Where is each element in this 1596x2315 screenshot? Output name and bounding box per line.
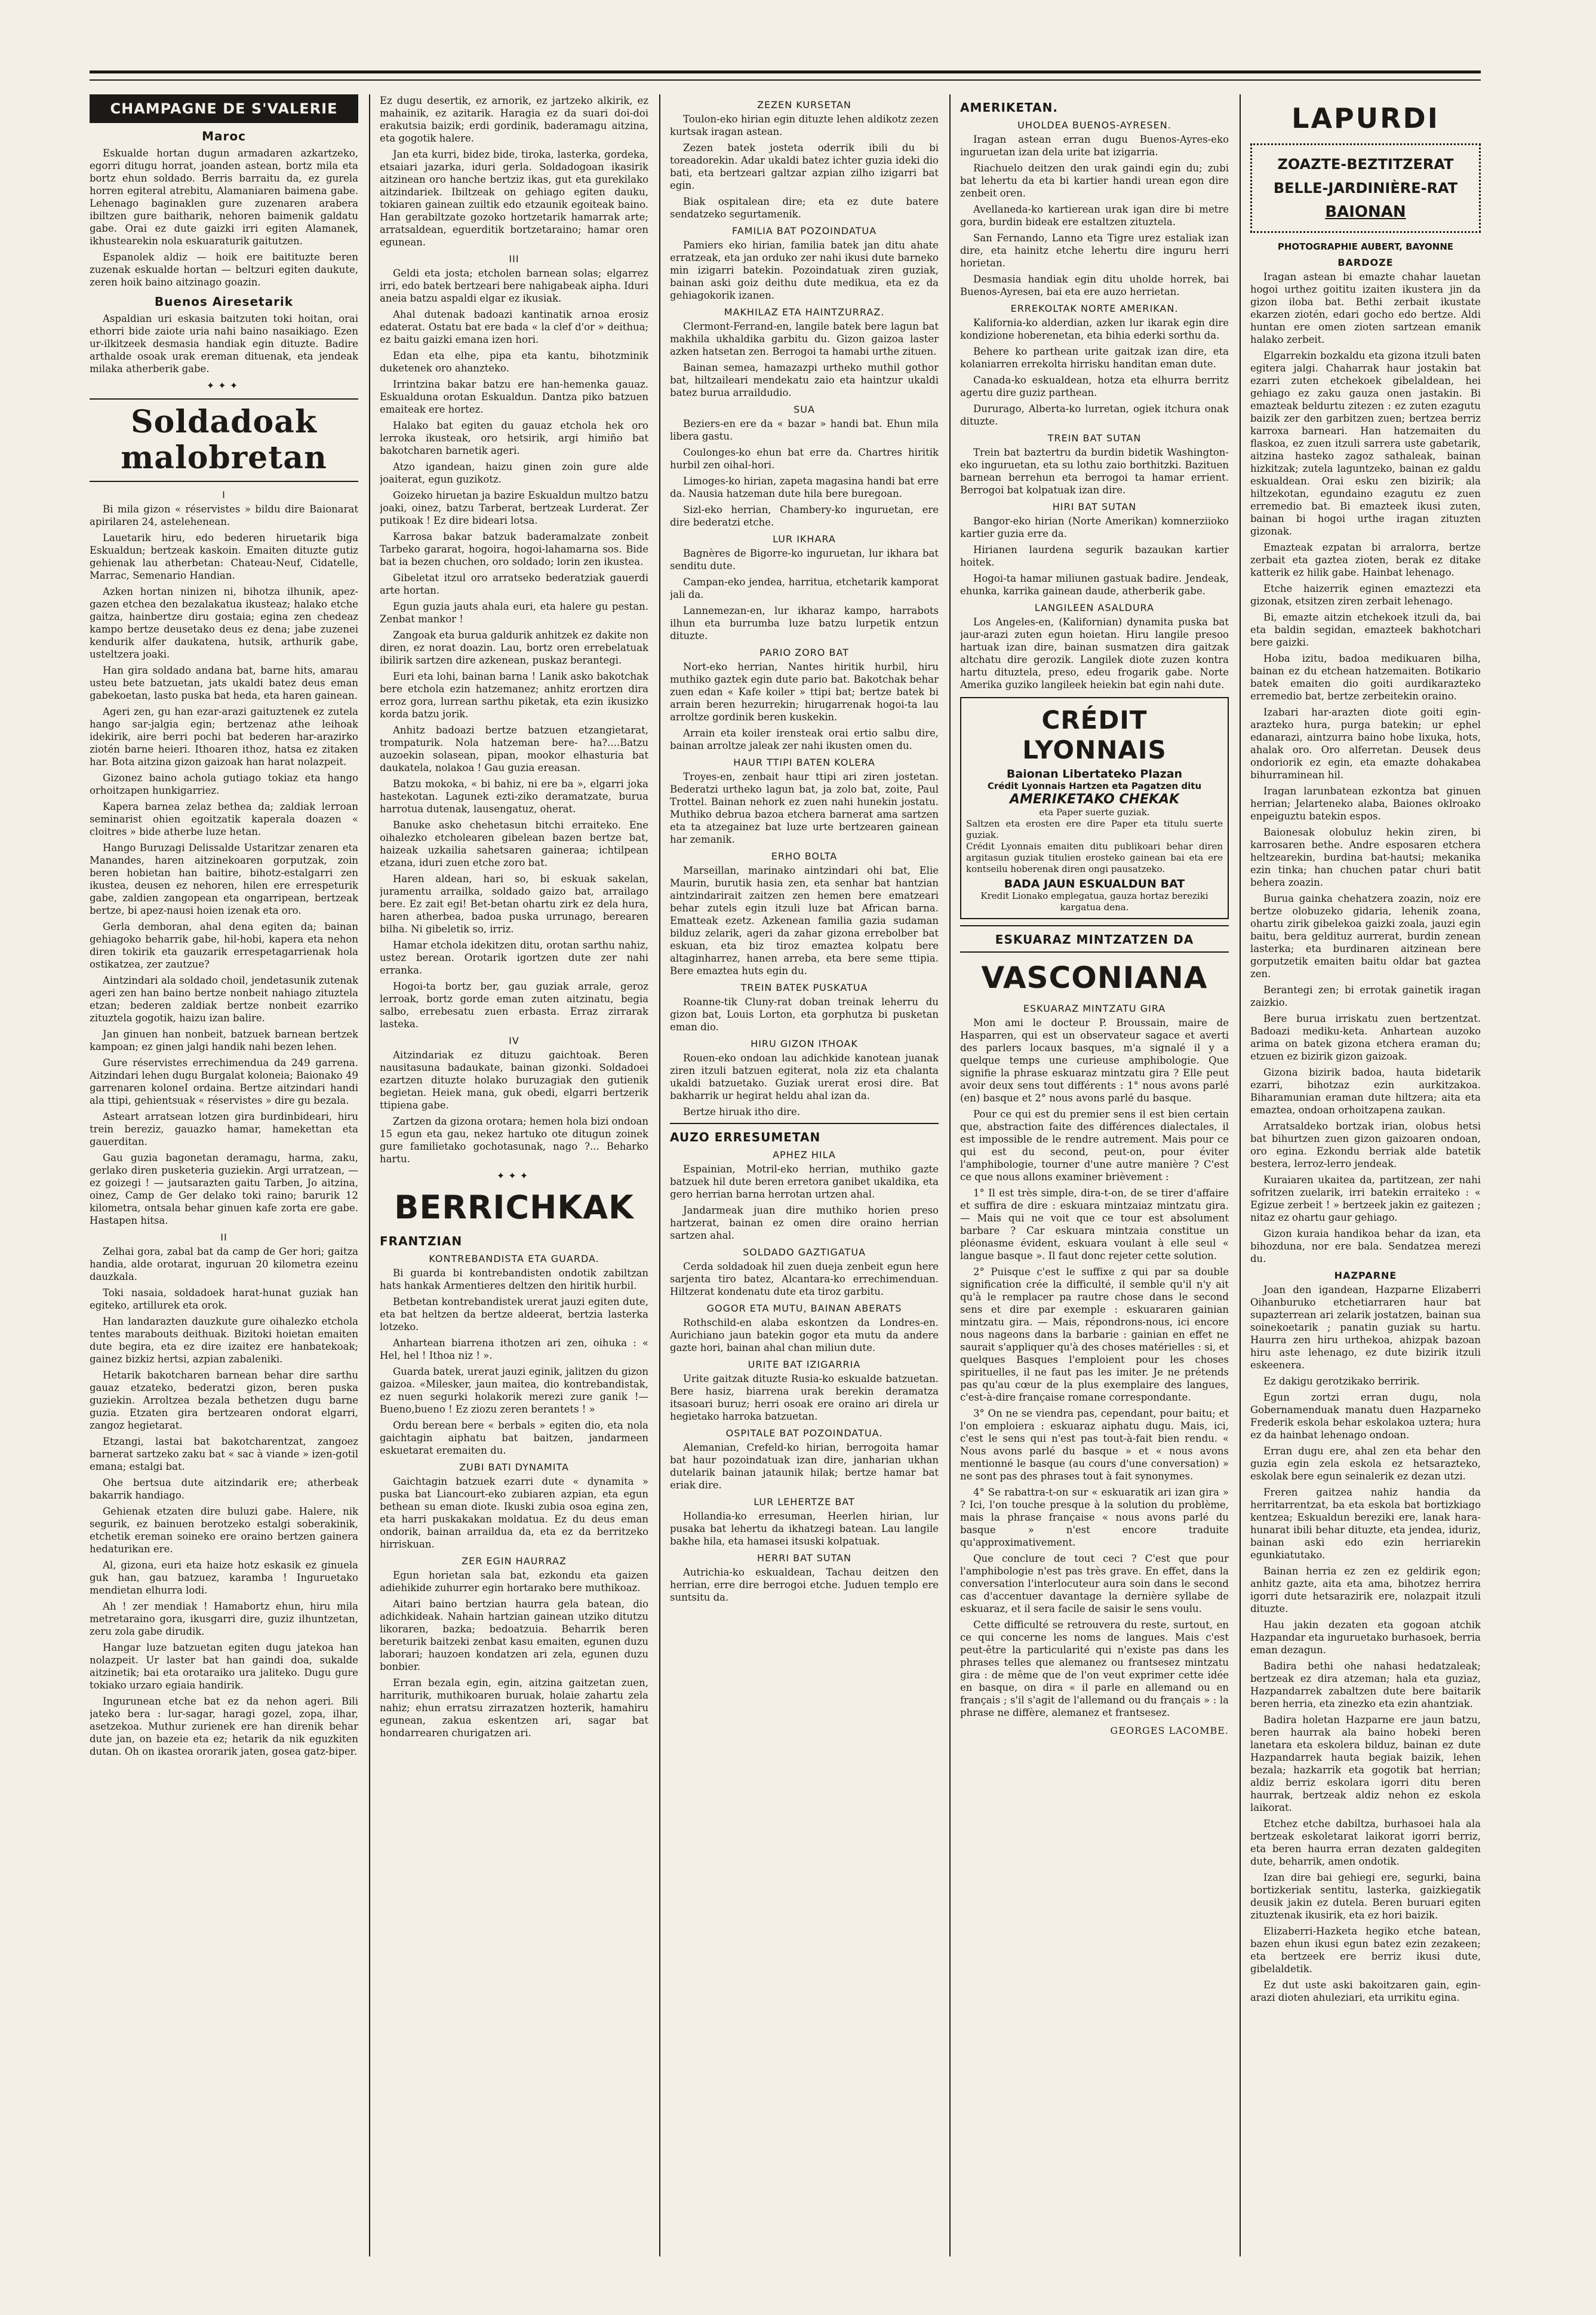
column-divider <box>659 94 660 2256</box>
paragraph: San Fernando, Lanno eta Tigre urez estaliak izan dire, eta hainitz etche lehertu dire inguru herri horietan. <box>960 232 1229 269</box>
belle-jardiniere-ad <box>1250 143 1481 233</box>
subheading: ERHO BOLTA <box>771 851 838 862</box>
paragraph: Gizona bizirik badoa, hauta bidetarik ezarri, bihotzaz ezin aurkitzakoa. Biharamunian eraman dute hiltzera; aita eta emaztea, ondoan orhoitzapena zaukan. <box>1250 1067 1481 1116</box>
subheading: ZUBI BATI DYNAMITA <box>459 1462 569 1473</box>
paragraph: Clermont-Ferrand-en, langile batek bere lagun bat makhila ukhaldika garbitu du. Gizon gaizoa laster azken hatsetan zen. Berrogoi ta hamabi urthe zituen. <box>670 321 939 357</box>
paragraph: Ingurunean etche bat ez da nehon ageri. Bili jateko bera : lur-sagar, haragi gozel, zopa, ilhar, asetzekoa. Muthur zurienek ere han direnik behar dute jan, on bazeie eta ez; hetarik da nik eguzkiten dutan. Oh on ikastea ororarik jaten, gosea gatz-biper. <box>90 1696 358 1757</box>
subheading: TREIN BAT SUTAN <box>1047 432 1142 444</box>
paragraph: Beziers-en ere da « bazar » handi bat. Ehun mila libera gastu. <box>670 418 939 442</box>
paragraph: Azken hortan ninizen ni, bihotza ilhunik, apez-gazen etchea den bezalakatua ikusteaz; halako etche gaitza, hainbertze diru gostaia; egina zen chedeaz kampo bertze deusetako deus ez dena; jabe zuzenei kendurik alfer daukatena, hutsik, arthurik gabe, usteltzera joaki. <box>90 586 358 660</box>
paragraph: Bagnères de Bigorre-ko inguruetan, lur ikhara bat senditu dute. <box>670 548 939 572</box>
subheading: ZER EGIN HAURRAZ <box>462 1555 567 1567</box>
subheading: HIRU GIZON ITHOAK <box>751 1038 858 1049</box>
divider-rule <box>960 951 1229 953</box>
paragraph: Gizonez baino achola gutiago tokiaz eta hango orhoitzapen hunkigarriez. <box>90 772 358 796</box>
paragraph: Kalifornia-ko alderdian, azken lur ikarak egin dire kondizione hoberenetan, eta bihia ederki sorthu da. <box>960 317 1229 341</box>
paragraph: Batzu mokoka, « bi bahiz, ni ere ba », elgarri joka hastekotan. Lagunek ezti-ziko deramatzate, burua harrotua dutenak, lausengatuz, oherat. <box>380 778 648 815</box>
paragraph: Gibeletat itzul oro arratseko bederatziak gauerdi arte hortan. <box>380 572 648 596</box>
paragraph: Burua gainka chehatzera zoazin, noiz ere bertze olobuzeko gidaria, lehenik zoana, ohartu zirik gibelekoa gaizki zoala, jauzi egin baitu, bera geldituz aurrerat, burdin zenean lasterka; eta burdinaren aitzinean bere gorputzetik emaiten baitu oldar bat gaztea zen. <box>1250 893 1481 980</box>
subheading: UHOLDEA BUENOS-AYRESEN. <box>1017 119 1171 131</box>
paragraph: Gure réservistes errechimendua da 249 garrena. Aitzindari lehen dugu Burgalat koloneia; Baionako 49 garrenaren koloneI ordaina. Bertze aitzindari handi ala ttipi, gehientsuak « réservistes » dire gu bezala. <box>90 1057 358 1106</box>
divider-rule <box>670 1123 939 1124</box>
paragraph: Avellaneda-ko kartierean urak igan dire bi metre gora, burdin bideak ere estaltzen zituztela. <box>960 204 1229 228</box>
ad-line: Saltzen eta erosten ere dire Paper eta titulu suerte guziak. <box>966 818 1223 840</box>
paragraph: Elizaberri-Hazketa hegiko etche batean, bazen ehun ikusi egun batez ezin zezakeen; eta bertzeek ere berriz ikusi dute, gibelaldetik. <box>1250 1926 1481 1975</box>
paragraph: Etzangi, lastai bat bakotcharentzat, zangoez barnerat sartzeko zaku bat « sac à viande » izen-gotil emana; estalgi bat. <box>90 1436 358 1472</box>
divider-rule <box>960 925 1229 926</box>
paragraph: Ez dugu desertik, ez arnorik, ez jartzeko alkirik, ez mahainik, ez azitarik. Haragia ez da suari doi-doi erakutsia baizik; erdi gordinik, baderamagu aitzina, eta gogotik halere. <box>380 95 648 144</box>
paragraph: Ohe bertsua dute aitzindarik ere; atherbeak bakarrik handiago. <box>90 1477 358 1501</box>
paragraph: Bi mila gizon « réservistes » bildu dire Baionarat apirilaren 24, astelehenean. <box>90 503 358 527</box>
subheading: HIRI BAT SUTAN <box>1052 501 1137 512</box>
section-heading-eskuaraz: ESKUARAZ MINTZATZEN DA <box>995 932 1194 947</box>
paragraph: Halako bat egiten du gauaz etchola hek oro lerroka ikusteak, oro hetsirik, argi himiño bat bakotcharen barnetik ageri. <box>380 420 648 456</box>
paragraph: 3° On ne se viendra pas, cependant, pour baitu; et l'on emploiera : eskuaraz aiphatu dugu. Mais, ici, c'est le sens qui n'est pas tout-à-fait bien rendu. « Nous avons parlé du basque » et « nous avons mentionné le basque (au cours d'une conversation) » ne sont pas des phrases tout à fait synonymes. <box>960 1408 1229 1482</box>
paragraph: Kapera barnea zelaz bethea da; zaldiak lerroan seminarist ohien egoitzatik kaperala doazen « cloitres » bide atherbe luze hetan. <box>90 801 358 837</box>
ad-title: CRÉDIT LYONNAIS <box>1022 705 1167 764</box>
paragraph: Hoba izitu, badoa medikuaren bilha, bainan ez du etchean hatzemaiten. Botikario batek emaiten dio goiti aurdikarazteko erremedio bat, bertze zerbeitekin oraino. <box>1250 653 1481 702</box>
paragraph: Dururago, Alberta-ko lurretan, ogiek itchura onak dituzte. <box>960 403 1229 427</box>
paragraph: Lauetarik hiru, edo bederen hiruetarik biga Eskualdun; bertzeak kaskoin. Emaiten dituzte gutiz gehienak lau atherbetan: Chateau-Neuf, Cidatelle, Marrac, Semenario Handian. <box>90 532 358 581</box>
paragraph: Han landarazten dauzkute gure oihalezko etchola tentes marabouts deithuak. Bizitoki hoietan emaiten dute begira, eta ez dire izaitez ere hanbatekoak; gainez bizkiz hertsi, azpian zabaleniki. <box>90 1316 358 1365</box>
paragraph: Sizl-eko herrian, Chambery-ko inguruetan, ere dire bederatzi etche. <box>670 504 939 528</box>
paragraph: Mon ami le docteur P. Broussain, maire de Hasparren, qui est un observateur sagace et averti des parlers locaux basques, m'a signalé il y a quelque temps une curieuse amphibologie. Que signifie la phrase eskuaraz mintzatu gira ? Elle peut avoir deux sens tout différents : 1° nous avons parlé (en) basque et 2° nous avons parlé du basque. <box>960 1017 1229 1104</box>
paragraph: Jan eta kurri, bidez bide, tiroka, lasterka, gordeka, etsaiari jazarka, iduri gerla. Soldadogoan ikasirik aitzinean oro hanche bertziz ikas, gut eta gurekilako aitzindariek. Ibiltzeak on gehiago egiten dauku, tokiaren gainean zuiltik edo etzaunik egoiteak baino. Han gerabiltzate gozoko hortzetarik hamarrak arte; arratsaldean, eguerditik bortzetaraino; hamar oren egunean. <box>380 149 648 248</box>
paragraph: Urite gaitzak dituzte Rusia-ko eskualde batzuetan. Bere hasiz, biarrena urak berekin deramatza itsasoari buruz; herri osoak ere oraino ari direla ur hegietako harroka batzuetan. <box>670 1373 939 1422</box>
subheading: ERREKOLTAK NORTE AMERIKAN. <box>1010 303 1179 314</box>
paragraph: Han gira soldado andana bat, barne hits, amarau usteu bete batzuetan, jats ukaldi batez deus eman gabekoetan, lasto puska bat heda, eta haren gainean. <box>90 665 358 701</box>
paragraph: Baionesak olobuluz hekin ziren, bi karrosaren bethe. Andre esposaren etchera heltzearekin, burdina bat-hautsi; mekanika ezin tinka; han chuchen patar churi batit behera zoazin. <box>1250 827 1481 888</box>
paragraph: Aitzindariak ez dituzu gaichtoak. Beren nausitasuna badaukate, bainan gizonki. Soldadoei ezartzen dituzte holako buruzagiak den gutienik begietan. Heiek mana, guk obedi, elgarri bertzerik ttipiena gabe. <box>380 1049 648 1111</box>
paragraph: Emazteak ezpatan bi arralorra, bertze zerbait eta gaztea zioten, berak ez ditake katterik ez hilik gabe. Hainbat lehenago. <box>1250 542 1481 578</box>
paragraph: Gaichtagin batzuek ezarri dute « dynamita » puska bat Liancourt-eko zubiaren azpian, eta egun bethean su eman diote. Ikuski zubia osoa egina zen, eta harri puskakakan moldatua. Ez du deus eman ondorik, bainan arraildua da, eta ez da berritzeko hirriskuan. <box>380 1476 648 1550</box>
paragraph: Gizon kuraia handikoa behar da izan, eta bihozduna, nor ere bala. Sendatzea merezi du. <box>1250 1228 1481 1264</box>
paragraph: Toulon-eko hirian egin dituzte lehen aldikotz zezen kurtsak iragan astean. <box>670 113 939 137</box>
paragraph: Arratsaldeko bortzak irian, olobus hetsi bat bihurtzen zuen gizon gaizoaren ondoan, oro egina. Ezkondu berriak alde batetik bestera, lerroz-lerro jendeak. <box>1250 1120 1481 1169</box>
paragraph: 4° Se rabattra-t-on sur « eskuaratik ari izan gira » ? Ici, l'on touche presque à la solution du problème, mais la phrase française « nous avons parlé du basque » n'est encore traduite qu'approximativement. <box>960 1487 1229 1548</box>
paragraph: Iragan larunbatean ezkontza bat ginuen herrian; Jelarteneko alaba, Baiones oklroako enpeiguztu batekin espos. <box>1250 785 1481 822</box>
paragraph: Desmasia handiak egin ditu uholde horrek, bai Buenos-Ayresen, bai eta ere auzo herrietan. <box>960 274 1229 297</box>
ad-line: Baionan Libertateko Plazan <box>1006 767 1183 781</box>
subheading: BARDOZE <box>1337 257 1394 268</box>
paragraph: Kuraiaren ukaitea da, partitzean, zer nahi sofritzen zuelarik, irri batekin erraiteko : « Egizue zerbeit ! » bertzeek jakin ez gaitezen ; nitaz ez ohartu gaur gehiago. <box>1250 1174 1481 1223</box>
paragraph: Hamar etchola idekitzen ditu, orotan sarthu nahiz, ustez berean. Orotarik igortzen dute zer nahi erranka. <box>380 939 648 976</box>
paragraph: Iragan astean erran dugu Buenos-Ayres-eko inguruetan izan dela urite bat izigarria. <box>960 134 1229 158</box>
paragraph: Marseillan, marinako aintzindari ohi bat, Elie Maurin, burutik hasia zen, eta senhar bat hantzian aintzindarirait zaitzen zen hemen bere ematzeari behar zutels egin itzuli luze bat African barna. Ematteak ezetz. Azkenean familia gazia sudaman bilduz zelarik, ageri da zahar gizona errebolber bat eskuan, eta biz tiroz emaztea kolpatu bere altaginharrez, hanen arreba, eta bere seme ttipia. Bere emaztea huts egin du. <box>670 865 939 977</box>
paragraph: Ageri zen, gu han ezar-arazi gaituztenek ez zutela hango sar-jalgia egin; bertzenaz athe leihoak idekirik, aire berri pochi bat bederen har-arazirko ziotén barne heieri. Ithoaren ithoz, hatsa ez zitaken har. Bota aitzina gizon gaizoak han harat nolazpeit. <box>90 706 358 767</box>
paragraph: Zangoak eta burua galdurik anhitzek ez dakite non diren, ez norat doazin. Lau, bortz oren errebelatuak ibilirik sartzen dire azkenean, puskaz berantegi. <box>380 630 648 666</box>
newspaper-page <box>90 70 1481 2280</box>
column-3 <box>670 94 939 2274</box>
paragraph: Iragan astean bi emazte chahar lauetan hogoi urthez goititu izaiten ikustera jin da gizon iloba bat. Bethi zerbait ikustate ekarzen ziotén, edari gocho edo bertze. Aldi huntan ere omen zioten sartzean emanik halako zerbeit. <box>1250 271 1481 345</box>
ad-line: Crédit Lyonnais emaiten ditu publikoari behar diren argitasun guziak titulien erosteko gainean bai eta ere kontseilu hoberenak diren ongi pausatzeko. <box>966 841 1223 874</box>
column-1 <box>90 94 358 2274</box>
paragraph: Izan dire bai gehiegi ere, segurki, baina bortizkeriak sentitu, lasterka, gaizkiegatik deusik jakin ez dutela. Beren buruari egiten zituztenak ikusirik, eta ez hori baizik. <box>1250 1872 1481 1921</box>
paragraph: Roanne-tik Cluny-rat doban treinak leherru du gizon bat, Louis Lorton, eta gorphutza bi pusketan eman dio. <box>670 996 939 1033</box>
paragraph: Irrintzina bakar batzu ere han-hemenka gauaz. Eskualduna orotan Eskualdun. Dantza piko batzuen emaiteak ere hortez. <box>380 379 648 415</box>
subheading: URITE BAT IZIGARRIA <box>748 1359 861 1370</box>
ad-line: BAIONAN <box>1325 203 1406 221</box>
subheading: FAMILIA BAT POZOINDATUA <box>731 225 877 237</box>
ad-line: Kredit Lionako emplegatua, gauza hortaz bereziki kargatua dena. <box>980 891 1208 913</box>
paragraph: Badira holetan Hazparne ere jaun batzu, beren haurrak ala baino hobeki beren lanetara eta eskolera bilduz, bainan ez dute Hazpandarrek hauta begiak baizik, lehen bezala; hazkarrik eta gogotik bat herrian; aldiz berriz eskolara igorri ditu beren haurrak, bertzeak aldiz nehon ez eskola laikorat. <box>1250 1714 1481 1813</box>
paragraph: Bertze hiruak itho dire. <box>683 1106 801 1117</box>
paragraph: Rothschild-en alaba eskontzen da Londres-en. Aurichiano jaun batekin gogor eta mutu da andere gazte hori, bainan ahal chan miliun dute. <box>670 1317 939 1353</box>
ad-line: eta Paper suerte guziak. <box>1039 807 1150 818</box>
paragraph: Hogoi-ta bortz ber, gau guziak arrale, geroz lerroak, bortz gorde eman zuten aitzinatu, begia salbo, errebesatu zuen erbasta. Erraz zirrarak lasteka. <box>380 981 648 1030</box>
paragraph: Ordu berean bere « berbals » egiten dio, eta nola gaichtagin aiphatu bat baitzen, jandarmeen eskuetarat eremaiten du. <box>380 1420 648 1456</box>
paragraph: Elgarrekin bozkaldu eta gizona itzuli baten egitera jalgi. Chaharrak haur jostakin bat ezarri zuten etchekoek gibelaldean, hei gehiago ez zaku gauza onen jastakin. Bi emazteak beldurtu zitezen : ez zuten ezagutu baizik zer den garbitzen zuen; bertzea berriz karroxa barneari. Han hatzemaiten du flaskoa, ez zuen itzuli sarrera uste gabetarik, aitzina hasteko zagoz sathaleak, bainan hizkitzak; zutela laguntzeko, bainan ez galdu eskualdean. Orai esku zen bizirik; ala hiltzekotan, egundaino ezagutu ez zuen erremedio bat. Bi emazteek ikusi zuten, bainan bi hogoi urthe iragan zituzten gizonak. <box>1250 350 1481 537</box>
subheading: GOGOR ETA MUTU, BAINAN ABERATS <box>706 1303 902 1314</box>
paragraph: Aitari baino bertzian haurra gela batean, dio adichkideak. Nahain hartzian gainean utziko ditutzu likoraren, bazka; bedoatzuia. Beharrik beren bereturik baitzeki zenbat kasu emaiten, egunen duzu laborari; hauzoen kondatzen ari zela, egunen duzu bonbier. <box>380 1598 648 1672</box>
paragraph: Etchez etche dabiltza, burhasoei hala ala bertzeak eskoletarat laikorat igorri berriz, eta beren haurra erran dezaten galdegiten dute, beharrik, amen ondotik. <box>1250 1818 1481 1867</box>
subheading: KONTREBANDISTA ETA GUARDA. <box>429 1253 599 1264</box>
section-heading-ameriketan: AMERIKETAN. <box>960 100 1058 115</box>
ad-line: ZOAZTE-BEZTITZERAT <box>1277 156 1454 173</box>
subheading: SOLDADO GAZTIGATUA <box>743 1246 866 1258</box>
paragraph: Erran bezala egin, egin, aitzina gaitzetan zuen, harriturik, muthikoaren buruak, holaie zahartu zela nahiz; ehun erratsu zirrazatzen hozterik, hamahiru egunean, zakua eskentzen ari, sagar bat hondarrearen churigatzen ari. <box>380 1677 648 1739</box>
paragraph: Egun horietan sala bat, ezkondu eta gaizen adiehikide zuhurrer egin hortarako bere muthikoaz. <box>380 1570 648 1594</box>
paragraph: Gerla demboran, ahal dena egiten da; bainan gehiagoko beharrik gabe, hil-hobi, kapera eta nehon diren tokirik eta gauzarik errespetagarrienak hola ostikatzea, zer zautzue? <box>90 921 358 970</box>
paragraph: Haren aldean, hari so, bi eskuak sakelan, juramentu arrailka, soldado gaizo bat, arrailago bere. Ez zait egi! Bet-betan ohartu zirk ez dela hura, haren atherbea, badoa puska urrunago, berearen bilha. Ni gibeletik so, irriz. <box>380 873 648 935</box>
paragraph: Behere ko parthean urite gaitzak izan dire, eta kolaniarren errekolta hirrisku handitan eman dute. <box>960 346 1229 370</box>
paragraph: Atzo igandean, haizu ginen zoin gure alde joaiterat, egun guzikotz. <box>380 461 648 485</box>
subheading: LANGILEEN ASALDURA <box>1034 602 1155 613</box>
paragraph: Hau jakin dezaten eta gogoan atchik Hazpandar eta inguruetako burhasoek, berria eman dezagun. <box>1250 1619 1481 1656</box>
paragraph: Espanolek aldiz — hoik ere baitituzte beren zuzenak eskualde hortan — beltzuri egiten daukute, zeren hoik baino aitzinago goazin. <box>90 251 358 288</box>
photographer-credit: PHOTOGRAPHIE AUBERT, BAYONNE <box>1277 241 1454 252</box>
paragraph: Ez dut uste aski bakoitzaren gain, egin-arazi dioten ahuleziari, eta urrikitu egina. <box>1250 1979 1481 2003</box>
column-4 <box>960 94 1229 2274</box>
heading-buenos-aires: Buenos Airesetarik <box>154 294 294 309</box>
paragraph: Canada-ko eskualdean, hotza eta elhurra berritz agertu dire guziz parthean. <box>960 374 1229 398</box>
paragraph: Al, gizona, euri eta haize hotz eskasik ez ginuela guk han, gau batzuez, karamba ! Inguruetako mendietan elhurra lodi. <box>90 1559 358 1596</box>
paragraph: Aspaldian uri eskasia baitzuten toki hoitan, orai ethorri bide zaiote uria nahi baino nasaikiago. Ezen ur-ilkitzeek desmasia handiak egin dituzte. Badire arthalde osoak urak ereman dituenak, eta jendeak milaka atherberik gabe. <box>90 313 358 374</box>
paragraph: Bainan semea, hamazazpi urtheko muthil gothor bat, hiltzaileari mendekatu zaio eta haintzur ukaldi batez burua arraildudio. <box>670 362 939 398</box>
paragraph: Autrichia-ko eskualdean, Tachau deitzen den herrian, erre dire berrogoi etche. Juduen templo ere suntsitu da. <box>670 1567 939 1603</box>
column-divider <box>949 94 951 2256</box>
ad-line: BADA JAUN ESKUALDUN BAT <box>1004 877 1185 891</box>
paragraph: Hetarik bakotcharen barnean behar dire sarthu gauaz etzateko, bederatzi gizon, beren puska guziekin. Arroltzea bezala bethetzen dugu barne guzia. Etzaten gira bertzearen ondorat elgarri, zangoz hegietarat. <box>90 1370 358 1431</box>
paragraph: Gau guzia bagonetan deramagu, harma, zaku, gerlako diren pusketeria guziekin. Argi urratzean, — ez goizegi ! — jautsarazten gaitu Tarben, Jo aitzina, oinez, Camp de Ger delako toki raino; barurik 12 kilometra, ontsala behar ginuen kafe zorta ere gabe. Hastapen hitsa. <box>90 1152 358 1226</box>
paragraph: 1° Il est très simple, dira-t-on, de se tirer d'affaire et suffira de dire : eskuara mintzaiaz mintzatu gira. — Mais qui ne voit que ce tour est absolument barbare ? Car eskuara mintzaia constitue un pléonasme évident, eskuara voulant à elle seul « langue basque ». Il faut donc rejeter cette solution. <box>960 1187 1229 1261</box>
paragraph: Egun guzia jauts ahala euri, eta halere gu pestan. Zenbat mankor ! <box>380 601 648 625</box>
paragraph: Coulonges-ko ehun bat erre da. Chartres hiritik hurbil zen oihal-hori. <box>670 447 939 471</box>
paragraph: Jan ginuen han nonbeit, batzuek barnean bertzek kampoan; ez ginen jalgi handik nahi bezen lehen. <box>90 1028 358 1052</box>
paragraph: Ez dakigu gerotzikako berririk. <box>1263 1376 1420 1387</box>
column-2 <box>380 94 648 2274</box>
paragraph: Etche haizerrik eginen emaztezzi eta gizonak, etsitzen ziren zerbait lehenago. <box>1250 583 1481 607</box>
paragraph: Asteart arratsean lotzen gira burdinbideari, hiru trein bereziz, gauazko hamar, hamekettan eta gauerditan. <box>90 1111 358 1147</box>
paragraph: Espainian, Motril-eko herrian, muthiko gazte batzuek hil dute beren erretora ganibet ukaldika, eta gero herrian barna herrotan urtzen ahal. <box>670 1163 939 1200</box>
subheading: LUR IKHARA <box>773 533 836 545</box>
ad-line: BELLE-JARDINIÈRE-RAT <box>1273 180 1458 197</box>
subheading: ZEZEN KURSETAN <box>757 99 851 110</box>
ornament-divider: ✦✦✦ <box>496 1170 532 1181</box>
paragraph: Edan eta elhe, pipa eta kantu, bihotzminik duketenek oro ahanzteko. <box>380 350 648 374</box>
paragraph: Campan-eko jendea, harritua, etchetarik kamporat jali da. <box>670 576 939 600</box>
paragraph: Hirianen laurdena segurik bazaukan kartier hoitek. <box>960 544 1229 568</box>
paragraph: Geldi eta josta; etcholen barnean solas; elgarrez irri, edo batek bertzeari bere nahigabeak aipha. Iduri aneia batzu aspaldi elgar ez ikusiak. <box>380 268 648 304</box>
paragraph: Trein bat baztertru da burdin bidetik Washington-eko inguruetan, eta su lothu zaio borthitzki. Bazituen barnean berrehun eta berrogoi ta hamar errient. Berrogoi bat kolpatuak izan dire. <box>960 447 1229 496</box>
subheading: TREIN BATEK PUSKATUA <box>740 982 868 993</box>
credit-lyonnais-ad <box>960 697 1229 919</box>
paragraph: Freren gaitzea nahiz handia da herritarrentzat, ba eta eskola bat bortizkiago kentzea; Eskualdun bereziki ere, lanak hara-hunarat ibili behar dituzte, eta jendea, iduriz, bainan aski edo ezin herriarekin egunkiatutako. <box>1250 1487 1481 1561</box>
roman-numeral: II <box>220 1232 227 1243</box>
paragraph: Betbetan kontrebandistek urerat jauzi egiten dute, eta bat heltzen da bertze aldeerat, bertzia lasterka lotzeko. <box>380 1296 648 1332</box>
paragraph: Joan den igandean, Hazparne Elizaberri Oihanburuko etchetiarraren haur bat supazterrean ari zelarik jostatzen, bainan sua soinekoetarik ; panatin guziak su hartu. Haurra zen hiru urthekoa, ahizpak bazoan hiru aste lehenago, ez dute bizirik itzuli eskeenera. <box>1250 1284 1481 1371</box>
subheading: PARIO ZORO BAT <box>759 647 849 658</box>
paragraph: Egun zortzi erran dugu, nola Gobernamenduak manatu duen Hazparneko Frederik eskola behar eskolakoa uztera; hura ez da hainbat lehenago ondoan. <box>1250 1392 1481 1441</box>
paragraph: Ahal dutenak badoazi kantinatik arnoa erosiz edaterat. Ostatu bat ere bada « la clef d'or » deithua; ez baitu gaizki emana izen hori. <box>380 309 648 345</box>
paragraph: Biak ospitalean dire; eta ez dute batere sendatzeko segurtamenik. <box>670 196 939 220</box>
paragraph: 2° Puisque c'est le suffixe z qui par sa double signification crée la difficulté, il semble qu'il n'y ait qu'à le remplacer pa rautre chose dans le second sens et dire par exemple : eskuararen gainian mintzatu gira. — Mais, répondrons-nous, ici encore nous nageons dans la barbarie : gainian en effet ne saurait s'appliquer qu'à des choses matérielles : si, et quelques Basques l'emploient pour les choses spirituelles, il ne faut pas les imiter. Je ne prétends pas qu'au cœur de la plus exemplaire des langues, c'est-à-dire française romane correspondante. <box>960 1266 1229 1403</box>
subheading: MAKHILAZ ETA HAINTZURRAZ. <box>724 306 885 318</box>
paragraph: Anhitz badoazi bertze batzuen etzangietarat, trompaturik. Nola hatzeman bere- ha?....Batzu auzoekin solasean, pipan, mookor elhasturia bat daukatela, nolakoa ! Gau guzia ereasan. <box>380 724 648 773</box>
roman-numeral: III <box>509 253 519 265</box>
paragraph: Badira bethi ohe nahasi hedatzaleak; bertzeak ez dira atzeman; hala eta guziaz, Hazpandarrek zabaltzen dute bere baitarik beren herria, eta zinezko eta ezin ahantziak. <box>1250 1660 1481 1709</box>
ad-line: AMERIKETAKO CHEKAK <box>1009 792 1180 807</box>
paragraph: Euri eta lohi, bainan barna ! Lanik asko bakotchak bere etchola ezin hatzemanez; anhitz erortzen dira erroz gora, lurrean sarthu piketak, eta ezin ikusizko korda batzu jorik. <box>380 671 648 720</box>
paragraph: Bi guarda bi kontrebandisten ondotik zabiltzan hats hankak Armentieres deltzen den hiritik hurbil. <box>380 1267 648 1291</box>
paragraph: Pamiers eko hirian, familia batek jan ditu ahate erratzeak, eta jan orduko zer nahi ikusi dute barneko min izigarri batekin. Pozoindatuak ziren guziak, bainan aski goiz deithu dute medikua, eta ez da gehiagokorik izanen. <box>670 240 939 301</box>
paragraph: Ah ! zer mendiak ! Hamabortz ehun, hiru mila metretaraino gora, ikusgarri dire, guziz ilhuntzetan, zeru zola gabe dirudik. <box>90 1601 358 1637</box>
paragraph: Hango Buruzagi Delissalde Ustaritzar zenaren eta Manandes, haren aitzinekoaren gorputzak, zoin beren hobietan han baitire, bihotz-estalgarri zen ikustea, deusen ez nehoren, hilen ere errespeturik gabe, zaldien zangopean eta ongarripean, bertzeak bertze, bi apez-nausi hoien izenak eta oro. <box>90 842 358 916</box>
paragraph: Zezen batek josteta oderrik ibili du bi toreadorekin. Adar ukaldi batez ichter guzia ideki dio bati, eta bertzeari galtzar azpian zilho izigarri bat egin. <box>670 142 939 191</box>
subheading: OSPITALE BAT POZOINDATUA. <box>725 1427 883 1439</box>
paragraph: Aintzindari ala soldado choil, jendetasunik zutenak ageri zen han baino bertze nonbeit nahiago zituztela etzan; bederen zaldiak bertze nonbeit ezarriko zituztela gogotik, haizu izan balire. <box>90 975 358 1024</box>
column-divider <box>369 94 370 2256</box>
paragraph: Rouen-eko ondoan lau adichkide kanotean juanak ziren itzuli batzuen egiterat, nola ziz eta chalanta ukaldi batzuetako. Guziak urerat erosi dire. Bat bakharrik ur hegirat heldu ahal izan da. <box>670 1052 939 1101</box>
paragraph: Nort-eko herrian, Nantes hiritik hurbil, hiru muthiko gaztek egin dute pario bat. Bakotchak behar zuen edan « Kafe koiler » ttipi bat; bertze batek bi arrain beren hezurrekin; hirugarrenak hogoi-ta lau arroltze gordinik beren kuskekin. <box>670 661 939 723</box>
paragraph: Karrosa bakar batzuk baderamalzate zonbeit Tarbeko gararat, hogoira, hogoi-lahamarna sos. Bide bat ia bezen chuchen, oro soldado; lorin zen ikustea. <box>380 531 648 567</box>
ad-line: Crédit Lyonnais Hartzen eta Pagatzen ditu <box>987 781 1202 791</box>
paragraph: Izabari har-arazten diote goiti egin-arazteko hura, purga batekin; ur ephel edanarazi, aintzurra baino hobe lixuka, hots, ahalak oro. Oro alferretan. Deusek deus ondoriorik ez egin, eta emazte dohakabea bihurraminean hil. <box>1250 707 1481 781</box>
subheading: SUA <box>794 404 815 415</box>
paragraph: Guarda batek, urerat jauzi eginik, jalitzen du gizon gaizoa. «Milesker, jaun maitea, dio kontrebandistak, ez nuen segurki holakorik merezi zure ganik !—Bueno,bueno ! Ez ziozu zeren berantets ! » <box>380 1366 648 1415</box>
paragraph: Hollandia-ko erresuman, Heerlen hirian, lur pusaka bat lehertu da ikhatzegi batean. Lau langile bakhe hila, eta hamasei itsuski kolpatuak. <box>670 1510 939 1547</box>
ornament-divider: ✦✦✦ <box>206 380 242 391</box>
paragraph: Erran dugu ere, ahal zen eta behar den guzia egin zela eskola ez hetsarazteko, eskolak bere egun seinalerik ez dezan utzi. <box>1250 1445 1481 1482</box>
heading-maroc: Maroc <box>202 129 246 143</box>
section-heading-frantzian: FRANTZIAN <box>380 1234 463 1248</box>
paragraph: Que conclure de tout ceci ? C'est que pour l'amphibologie n'est pas très grave. En effet, dans la conversation l'interlocuteur aura soin dans le second cas d'accentuer davantage la dernière syllabe de eskuaraz, et il sera facile de saisir le sens voulu. <box>960 1553 1229 1614</box>
paragraph: Bere burua irriskatu zuen bertzentzat. Badoazi mediku-keta. Anhartean auzoko arima on batek gizona etchera eraman du; etzuen ez bizirik gizon gaizoak. <box>1250 1013 1481 1062</box>
paragraph: Banuke asko chehetasun bitchi erraiteko. Ene oihalezko etcholearen gibelean bazen bertze bat, haizeak uzkailia sahetsaren gaineraa; ichtilpean etzana, iduri zuen etche zoro bat. <box>380 819 648 868</box>
roman-numeral: IV <box>509 1035 519 1046</box>
roman-numeral: I <box>222 489 226 501</box>
signature: GEORGES LACOMBE. <box>1110 1725 1229 1736</box>
paragraph: Bangor-eko hirian (Norte Amerikan) komnerziioko kartier guzia erre da. <box>960 515 1229 539</box>
paragraph: Hangar luze batzuetan egiten dugu jatekoa han nolazpeit. Ur laster bat han gaindi doa, sukalde aitzinetik; bai eta orotaraiko ura jaliteko. Dugu gure tokiako urzaro egiaia handirik. <box>90 1642 358 1691</box>
column-5 <box>1250 94 1481 2274</box>
paragraph: Goizeko hiruetan ja bazire Eskualdun multzo batzu joaki, oinez, batzu Tarberat, bertzeak Lurderat. Zer putikoak ! Ez dire bideari lotsa. <box>380 490 648 526</box>
subheading: HAZPARNE <box>1334 1270 1397 1281</box>
section-title-berrichkak: BERRICHKAK <box>394 1189 634 1226</box>
paragraph: Bainan herria ez zen ez geldirik egon; anhitz gazte, aita eta ama, bihotzez herrira igorri dute hetsarazirik ere, nolazpait itzuli dituzte. <box>1250 1565 1481 1614</box>
paragraph: Los Angeles-en, (Kalifornian) dynamita puska bat jaur-arazi zuten egun hoietan. Hiru langile presoo hartuak izan dire, bainan susmatzen dira gaitzak altchatu dire gerozik. Langilek diote zuzen kontra hartu dituztela, preso, edeu frogarik gabe. Norte Amerika guziko langileek heiekin bat egin nahi dute. <box>960 616 1229 690</box>
paragraph: Eskualde hortan dugun armadaren azkartzeko, egorri ditugu horrat, joanden astean, bortz mila eta bortz ehun soldado. Berris barraitu da, ez gurela horren egiteral atrebitu, Alamaniaren baimena gabe. Lehenago baginaklen gure zuzenaren arabera ibiltzen gure baitharik, nehoren baimenik galdatu gabe. Orai ez dute gaizki irri egiten Alamanek, ikhustearekin nola eskuaraturik gaitutzen. <box>90 148 358 247</box>
paragraph: Cette difficulté se retrouvera du reste, surtout, en ce qui concerne les noms de langues. Mais c'est peut-être la particularité qui n'existe pas dans les phrases telles que alemanez ou frantsesez mintzatu gira : de même que de l'on veut exprimer cette idée en basque, on dira « il parle en allemand ou en français ; s'il s'agit de l'allemand ou du français » : la phrase ne diffère, alemanez et frantsesez. <box>960 1619 1229 1718</box>
paragraph: Anhartean biarrena ithotzen ari zen, oihuka : « Hel, hel ! Ithoa niz ! ». <box>380 1337 648 1361</box>
subheading: LUR LEHERTZE BAT <box>754 1496 855 1507</box>
ad-title-lapurdi: LAPURDI <box>1291 102 1440 134</box>
paragraph: Lannemezan-en, lur ikharaz kampo, harrabots ilhun eta burrumba luze batzu lurpetik entzun dituzte. <box>670 605 939 641</box>
paragraph: Limoges-ko hirian, zapeta magasina handi bat erre da. Nausia hatzeman dute hila bere buregoan. <box>670 475 939 499</box>
paragraph: Hogoi-ta hamar miliunen gastuak badire. Jendeak, ehunka, karrika gainean daude, atherberik gabe. <box>960 573 1229 597</box>
paragraph: Jandarmeak juan dire muthiko horien preso hartzerat, bainan ez omen dire oraino herrian sartzen ahal. <box>670 1205 939 1241</box>
column-divider <box>1240 94 1241 2256</box>
subheading: HAUR TTIPI BATEN KOLERA <box>733 757 875 768</box>
paragraph: Gehienak etzaten dire buluzi gabe. Halere, nik segurik, ez bainuen berotzeko estalgi soberakinik, etchetik ereman soineko ere oraino bertzen gainera hedaturikan ere. <box>90 1506 358 1555</box>
subheading: APHEZ HILA <box>773 1149 836 1160</box>
paragraph: Zelhai gora, zabal bat da camp de Ger hori; gaitza handia, alde orotarat, inguruan 20 kilometra ezeinu dauzkala. <box>90 1246 358 1282</box>
paragraph: Troyes-en, zenbait haur ttipi ari ziren jostetan. Bederatzi urtheko lagun bat, ja zolo bat, zoite, Paul Trottel. Bainan nehork ez zuen nahi hunekin jostatu. Muthiko debrua bazoa etchera barnerat ama sartzen eta ta atzegainez bat luze urte bertzearen gainean har zemanik. <box>670 771 939 845</box>
paragraph: Alemanian, Crefeld-ko hirian, berrogoita hamar bat haur pozoindatuak izan dire, janharian ukhan dutelarik bainan jataunik hilak; bertze hamar bat eriak dire. <box>670 1442 939 1491</box>
champagne-logo: CHAMPAGNE DE S'VALERIE <box>90 94 358 123</box>
paragraph: Toki nasaia, soldadoek harat-hunat guziak han egiteko, artillurek eta orok. <box>90 1287 358 1311</box>
top-rule <box>90 70 1481 81</box>
section-heading-auzo-erresumetan: AUZO ERRESUMETAN <box>670 1130 821 1144</box>
subheading: HERRI BAT SUTAN <box>757 1552 852 1564</box>
paragraph: Cerda soldadoak hil zuen dueja zenbeit egun here sarjenta tiro batez, Alcantara-ko errechimenduan. Hiltzerat kondenatu dute eta tiroz garbitu. <box>670 1261 939 1297</box>
paragraph: Pour ce qui est du premier sens il est bien certain que, abstraction faite des différences dialectales, il est impossible de le rendre autrement. Mais pour ce qui est du second, peut-on, pour éviter l'amphibologie, tourner d'une autre manière ? C'est ce que nous allons examiner brièvement : <box>960 1109 1229 1183</box>
paragraph: Arrain eta koiler irensteak orai ertio salbu dire, bainan arroltze jaleak zer nahi ikusten omen du. <box>670 727 939 751</box>
paragraph: Bi, emazte aitzin etchekoek itzuli da, bai eta baldin segidan, emazteek bakhotchari bere gaizki. <box>1250 612 1481 648</box>
article-title-soldadoak: Soldadoak malobretan <box>90 398 358 482</box>
subheading: ESKUARAZ MINTZATU GIRA <box>1023 1003 1166 1014</box>
article-title-vasconiana: VASCONIANA <box>981 960 1208 995</box>
paragraph: Berantegi zen; bi errotak gainetik iragan zaizkio. <box>1250 984 1481 1008</box>
paragraph: Zartzen da gizona orotara; hemen hola bizi ondoan 15 egun eta gau, nekez hartuko ote ditugun zoinek gure familietako gochotasunak, nago ?... Beharko hartu. <box>380 1116 648 1165</box>
paragraph: Riachuelo deitzen den urak gaindi egin du; zubi bat lehertu da eta bi kartier handi urean egon dire zenbeit oren. <box>960 162 1229 199</box>
